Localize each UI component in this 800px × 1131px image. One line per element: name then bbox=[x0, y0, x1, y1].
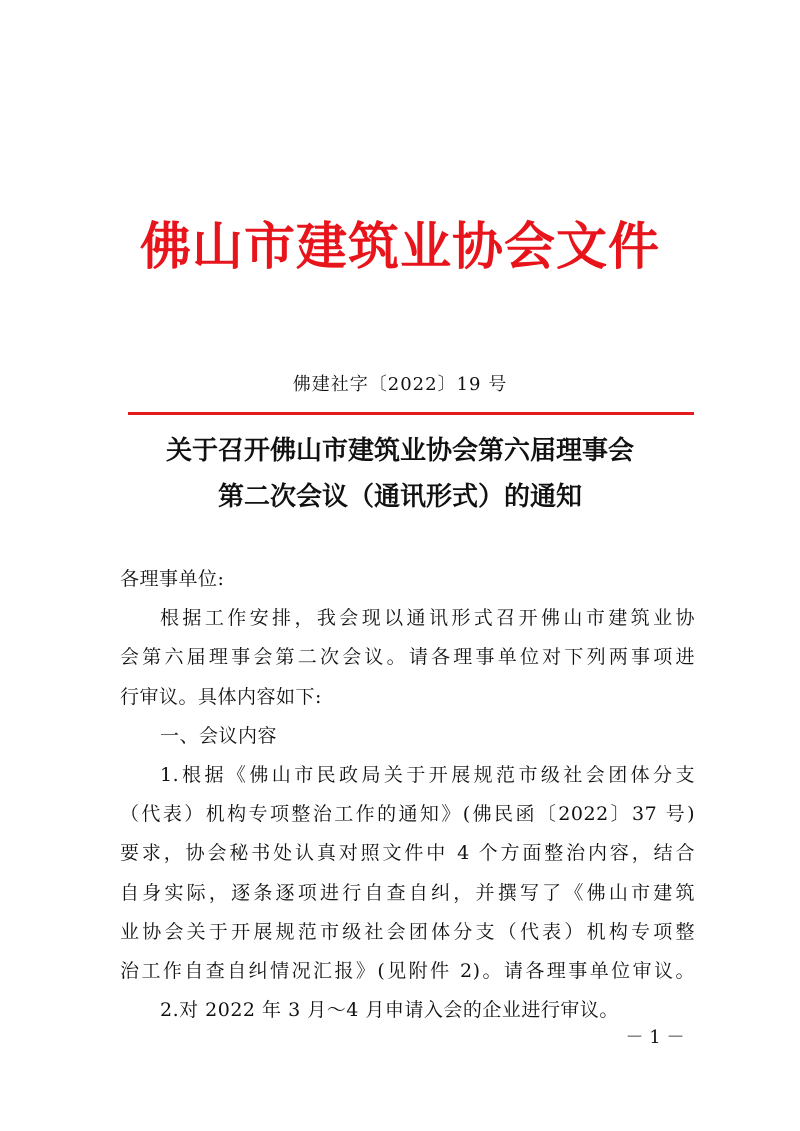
paragraph-line: （代表）机构专项整治工作的通知》(佛民函〔2022〕37 号) bbox=[120, 803, 695, 826]
salutation: 各理事单位: bbox=[120, 568, 225, 590]
paragraph-line: 要求，协会秘书处认真对照文件中 4 个方面整治内容，结合 bbox=[120, 842, 695, 865]
paragraph-line: 2.对 2022 年 3 月～4 月申请入会的企业进行审议。 bbox=[160, 999, 619, 1022]
document-number: 佛建社字〔2022〕19 号 bbox=[292, 374, 508, 395]
paragraph-line: 会第六届理事会第二次会议。请各理事单位对下列两事项进 bbox=[120, 646, 695, 669]
paragraph-line: 治工作自查自纠情况汇报》(见附件 2)。请各理事单位审议。 bbox=[120, 959, 695, 982]
paragraph-line: 1.根据《佛山市民政局关于开展规范市级社会团体分支 bbox=[160, 763, 695, 786]
document-header-title: 佛山市建筑业协会文件 bbox=[139, 217, 660, 277]
paragraph-line: 根据工作安排，我会现以通讯形式召开佛山市建筑业协 bbox=[160, 607, 695, 630]
paragraph-line: 行审议。具体内容如下: bbox=[120, 685, 322, 708]
notice-title bbox=[0, 428, 800, 520]
red-divider-rule bbox=[128, 412, 694, 415]
section-heading: 一、会议内容 bbox=[160, 724, 278, 747]
notice-title-line: 关于召开佛山市建筑业协会第六届理事会 bbox=[165, 436, 634, 466]
page-number: － 1 － bbox=[625, 1027, 685, 1048]
paragraph-line: 自身实际，逐条逐项进行自查自纠，并撰写了《佛山市建筑 bbox=[120, 881, 695, 904]
document-body bbox=[120, 560, 695, 1030]
paragraph-line: 业协会关于开展规范市级社会团体分支（代表）机构专项整 bbox=[120, 920, 695, 943]
notice-title-line: 第二次会议（通讯形式）的通知 bbox=[217, 482, 582, 512]
